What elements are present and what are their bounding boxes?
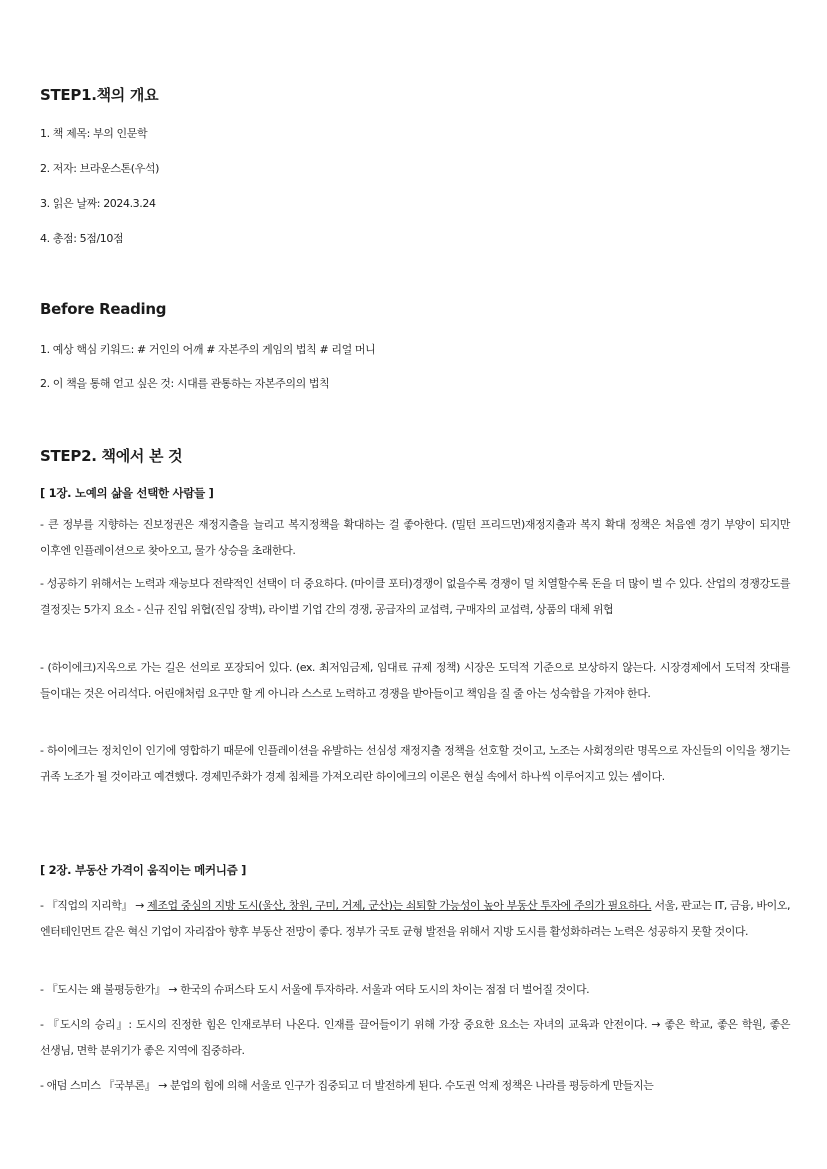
chapter1-paragraph: - (하이에크)지옥으로 가는 길은 선의로 포장되어 있다. (ex. 최저임금제, 임대료 규제 정책) 시장은 도덕적 기준으로 보상하지 않는다. 시장경제에서 도덕적 잣대를 들이대는 것은 어리석다. 어린애처럼 요구만 할 게 아니라 스스로 노력하고 경쟁을 받아들이고 책임을 질 줄 아는 성숙함을 가져야 한다. [40,661,790,700]
step2-heading: STEP2. 책에서 본 것 [40,447,183,465]
chapter2-paragraph: - 『도시는 왜 불평등한가』 → 한국의 슈퍼스타 도시 서울에 투자하라. 서울과 여타 도시의 차이는 점점 더 벌어질 것이다. [40,983,590,996]
chapter2-paragraph: - 『도시의 승리』: 도시의 진정한 힘은 인재로부터 나온다. 인재를 끌어들이기 위해 가장 중요한 요소는 자녀의 교육과 안전이다. → 좋은 학교, 좋은 학원, 좋은 선생님, 면학 분위기가 좋은 지역에 집중하라. [40,1018,790,1057]
chapter1-paragraph: - 하이에크는 정치인이 인기에 영합하기 때문에 인플레이션을 유발하는 선심성 재정지출 정책을 선호할 것이고, 노조는 사회정의란 명목으로 자신들의 이익을 챙기는 귀족 노조가 될 것이라고 예견했다. 경제민주화가 경제 침체를 가져오리란 하이에크의 이론은 현실 속에서 하나씩 이루어지고 있는 셈이다. [40,744,790,783]
chapter2-underlined-text: 제조업 중심의 지방 도시(울산, 창원, 구미, 거제, 군산)는 쇠퇴할 가능성이 높아 부동산 투자에 주의가 필요하다. [147,899,652,912]
score-line: 4. 총점: 5점/10점 [40,232,124,245]
step1-heading: STEP1.책의 개요 [40,86,159,104]
chapter2-paragraph [40,893,790,945]
chapter1-title: [ 1장. 노예의 삶을 선택한 사람들 ] [40,486,214,500]
chapter2-paragraph: - 애덤 스미스 『국부론』 → 분업의 힘에 의해 서울로 인구가 집중되고 더 발전하게 된다. 수도권 억제 정책은 나라를 평등하게 만들지는 [40,1079,654,1092]
goal-line: 2. 이 책을 통해 얻고 싶은 것: 시대를 관통하는 자본주의의 법칙 [40,377,330,390]
chapter2-title: [ 2장. 부동산 가격이 움직이는 메커니즘 ] [40,863,247,877]
author-line: 2. 저자: 브라운스톤(우석) [40,162,160,175]
chapter2-paragraph-prefix: - 『직업의 지리학』 → [40,899,148,912]
chapter1-paragraph: - 큰 정부를 지향하는 진보정권은 재정지출을 늘리고 복지정책을 확대하는 걸 좋아한다. (밀턴 프리드먼)재정지출과 복지 확대 정책은 처음엔 경기 부양이 되지만 이후엔 인플레이션으로 찾아오고, 물가 상승을 초래한다. [40,518,790,557]
chapter1-paragraph: - 성공하기 위해서는 노력과 재능보다 전략적인 선택이 더 중요하다. (마이클 포터)경쟁이 없을수록 경쟁이 덜 치열할수록 돈을 더 많이 벌 수 있다. 산업의 경쟁강도를 결정짓는 5가지 요소 - 신규 진입 위협(진입 장벽), 라이벌 기업 간의 경쟁, 공급자의 교섭력, 구매자의 교섭력, 상품의 대체 위협 [40,577,790,616]
chapter2-paragraph-rest: 서울, 판교는 IT, 금융, 바이오, 엔터테인먼트 같은 혁신 기업이 자리잡아 향후 부동산 전망이 좋다. 정부가 국토 균형 발전을 위해서 지방 도시를 활성화하려는 노력은 성공하지 못할 것이다. [40,899,790,938]
read-date-line: 3. 읽은 날짜: 2024.3.24 [40,197,156,210]
keywords-line: 1. 예상 핵심 키워드: # 거인의 어깨 # 자본주의 게임의 법칙 # 리얼 머니 [40,343,376,356]
book-title-line: 1. 책 제목: 부의 인문학 [40,127,148,140]
before-reading-heading: Before Reading [40,300,167,318]
